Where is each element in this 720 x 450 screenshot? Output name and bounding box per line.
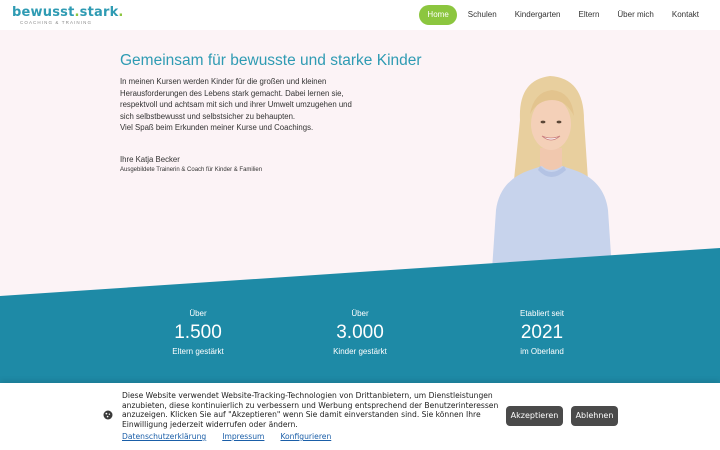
main-nav (415, 5, 706, 25)
privacy-policy-link[interactable]: Datenschutzerklärung (122, 432, 207, 441)
stat-parents (138, 308, 258, 358)
nav-item-eltern[interactable]: Eltern (578, 10, 600, 19)
logo-wordmark: bewusst.stark. (12, 5, 124, 20)
nav-item-home[interactable]: Home (419, 5, 456, 25)
stat-caption: im Oberland (520, 347, 564, 356)
nav-item-schulen[interactable]: Schulen (467, 10, 497, 19)
hero-intro (120, 76, 360, 134)
stat-prefix: Über (189, 309, 207, 318)
nav-item-kontakt[interactable]: Kontakt (671, 10, 699, 19)
stat-prefix: Über (351, 309, 369, 318)
hero-signature: Ihre Katja Becker (120, 155, 180, 164)
hero-role: Ausgebildete Trainerin & Coach für Kinder & Familien (120, 167, 263, 173)
site-header (0, 0, 720, 30)
hero-paragraph: Viel Spaß beim Erkunden meiner Kurse und Coachings. (120, 123, 314, 132)
cookie-links (122, 432, 347, 441)
stat-caption: Eltern gestärkt (172, 347, 224, 356)
imprint-link[interactable]: Impressum (222, 432, 265, 441)
hero-paragraph: In meinen Kursen werden Kinder für die großen und kleinen Herausforderungen des Lebens stark gemacht. Dabei lernen sie, respektvoll und achtsam mit sich und ihrer Umwelt umzugehen und sich selbstbewusst und selbstsicher zu behaupten. (120, 77, 352, 121)
decline-button[interactable]: Ablehnen (571, 406, 618, 426)
stat-caption: Kinder gestärkt (333, 347, 387, 356)
accept-button[interactable]: Akzeptieren (506, 406, 563, 426)
stat-children (300, 308, 420, 358)
cookie-icon (103, 410, 113, 420)
stat-established (482, 308, 602, 358)
logo-tagline: COACHING & TRAINING (20, 20, 93, 25)
stat-prefix: Etabliert seit (519, 309, 565, 318)
nav-item-kindergarten[interactable]: Kindergarten (514, 10, 561, 19)
cookie-message: Diese Website verwendet Website-Tracking-Technologien von Drittanbietern, um Dienstleistungen anzubieten, diese kontinuierlich zu verbessern und Werbung entsprechend der Benutzerinteressen anzuzeigen. Klicken Sie auf "Akzeptieren" wenn Sie damit einverstanden sind. Sie können Ihre Einwilligung jederzeit widerrufen oder ändern. (122, 391, 499, 429)
configure-link[interactable]: Konfigurieren (280, 432, 332, 441)
logo[interactable] (12, 6, 124, 25)
cookie-banner (0, 383, 720, 450)
stat-value: 1.500 (174, 322, 222, 343)
stat-value: 3.000 (336, 322, 384, 343)
stat-value: 2021 (520, 322, 564, 343)
nav-item-ueber-mich[interactable]: Über mich (617, 10, 654, 19)
hero-title: Gemeinsam für bewusste und starke Kinder (120, 52, 422, 69)
